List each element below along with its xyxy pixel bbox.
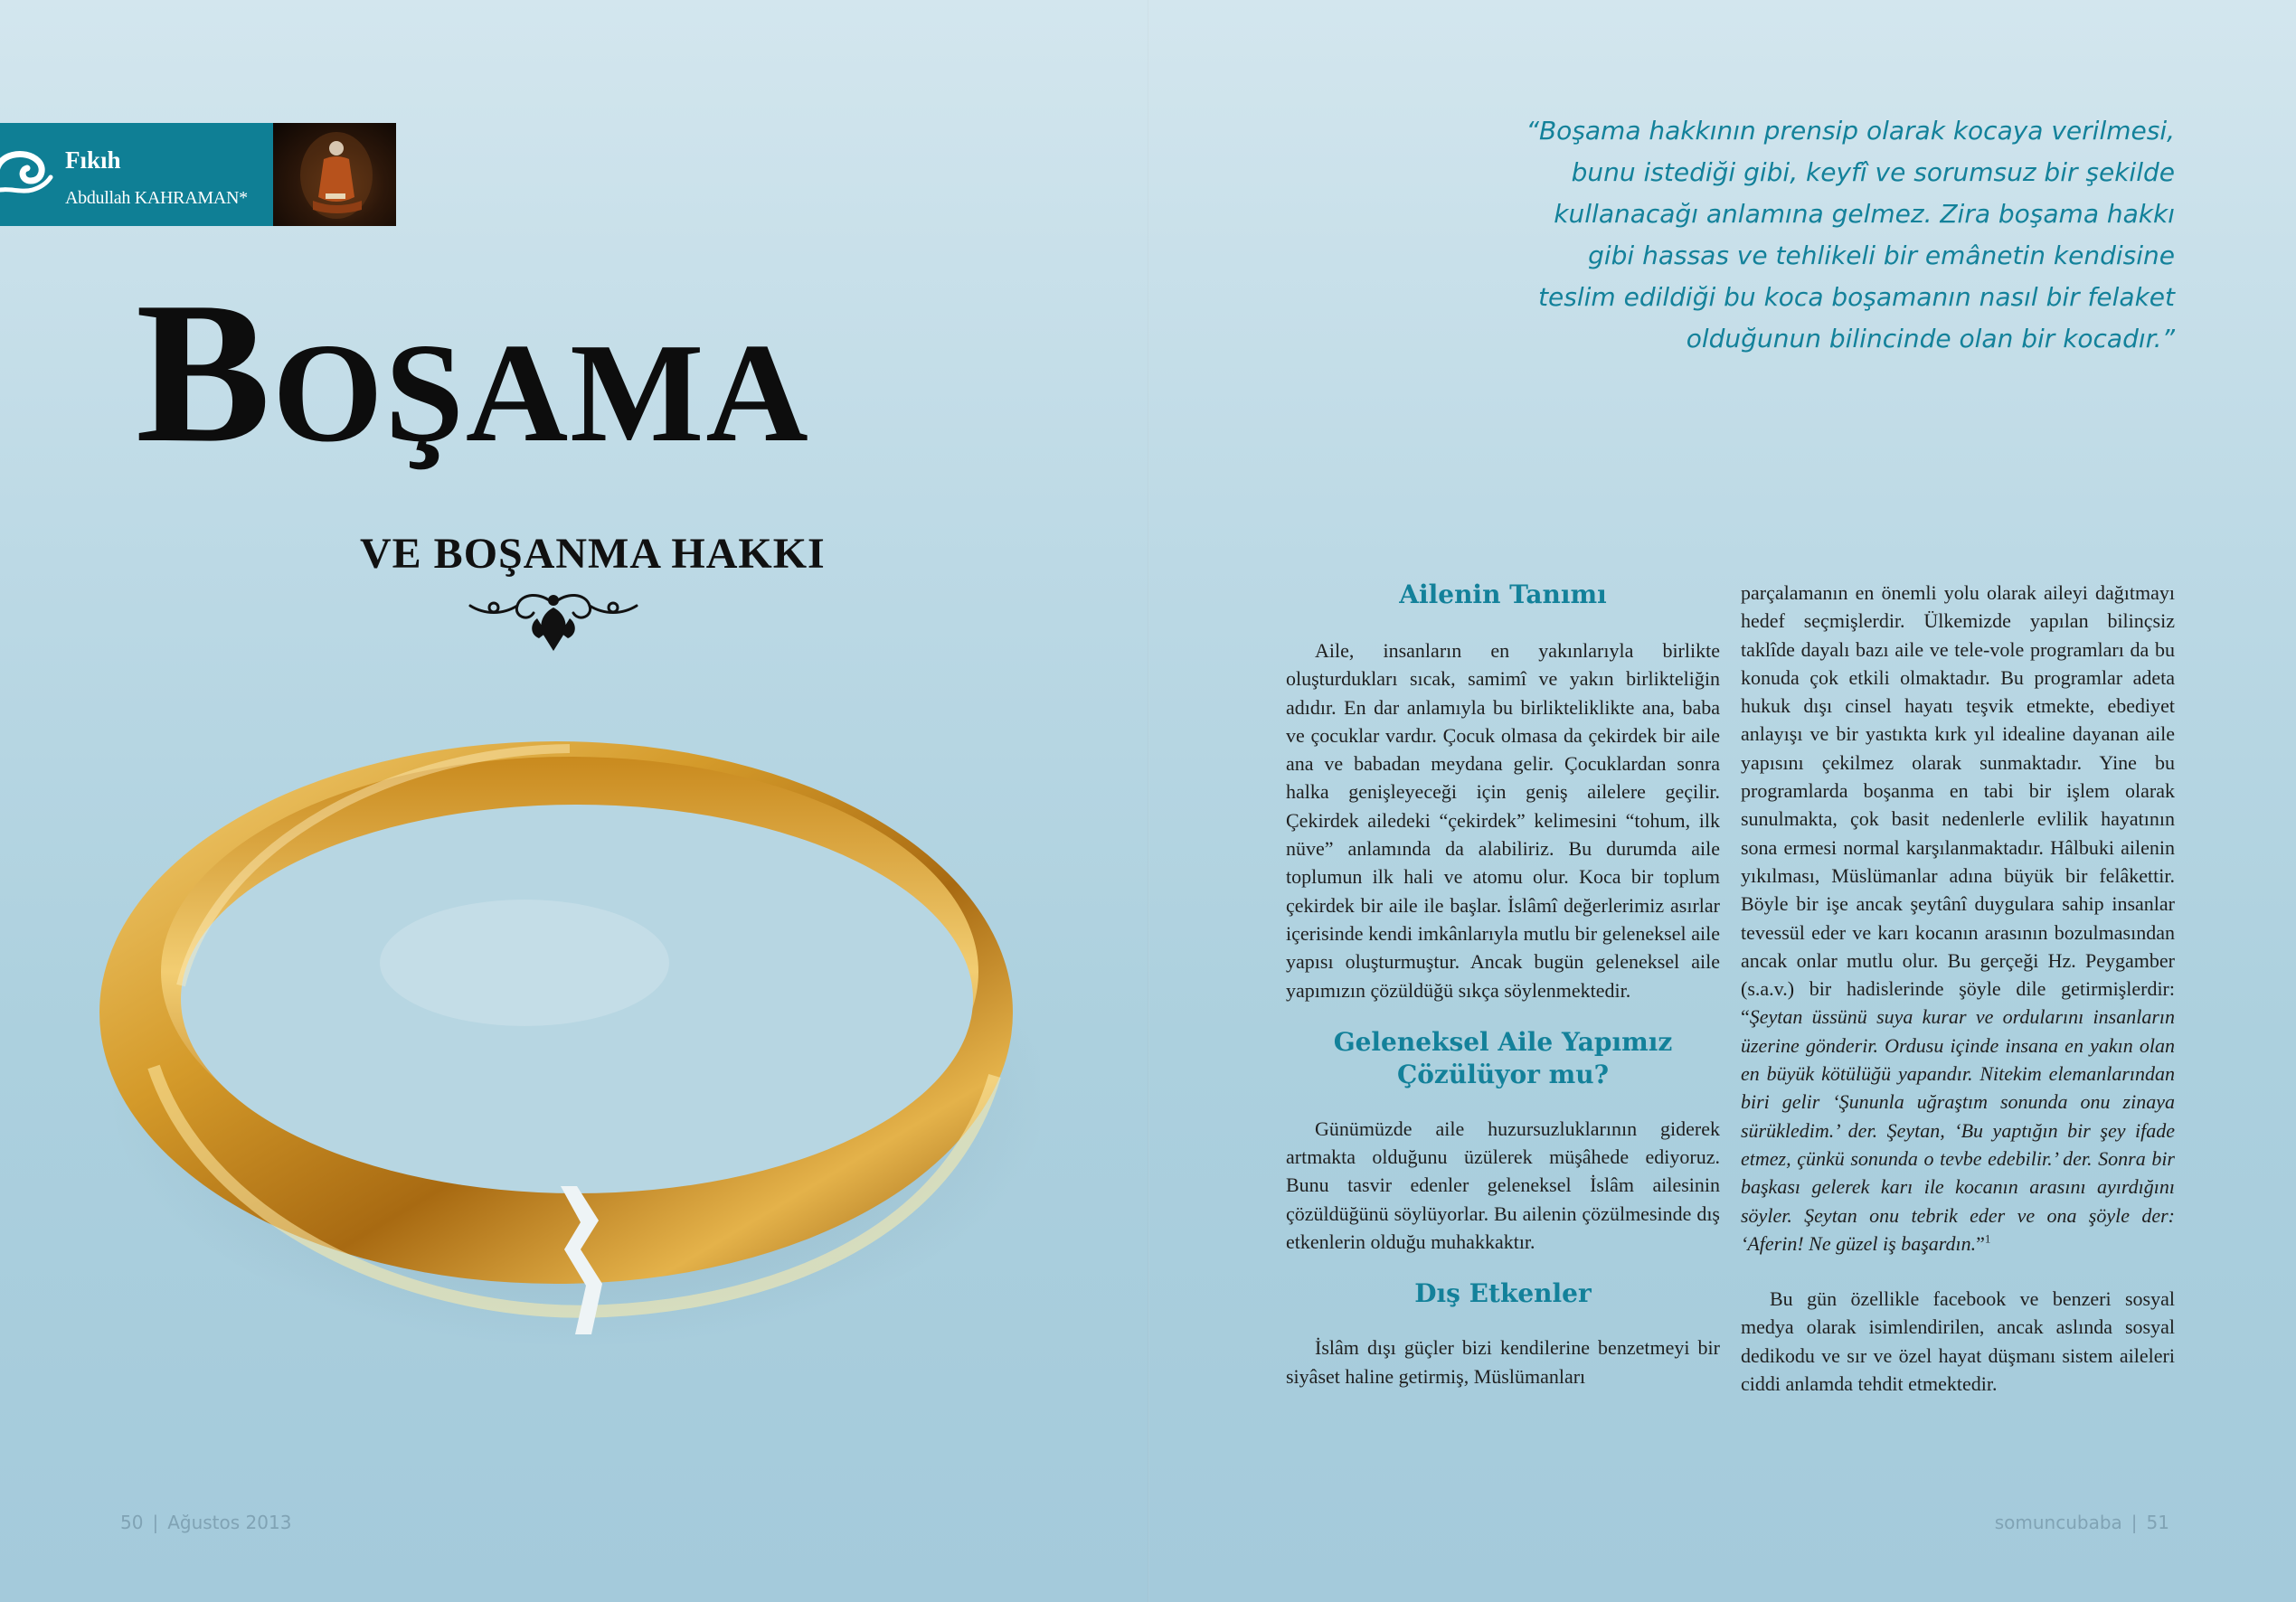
heading-geleneksel-aile: Geleneksel Aile Yapımız Çözülüyor mu? xyxy=(1333,1026,1673,1089)
fleuron-ornament-icon xyxy=(463,588,644,653)
paragraph-3: İslâm dışı güçler bizi kendilerine benzetmeyi bir siyâset haline getirmiş, Müslümanları xyxy=(1286,1336,1720,1388)
heading-ailenin-tanimi: Ailenin Tanımı xyxy=(1399,580,1607,609)
section-name: Fıkıh xyxy=(65,146,121,174)
folio-right xyxy=(1995,1512,2169,1533)
article-column-2 xyxy=(1741,579,2175,1398)
hadith-quote: Şeytan üssünü suya kurar ve ordularını insanların üzerine gönderir. Ordusu içinde insana en yakın olan en büyük kötülüğü yapandır. Nitekim elemanlarından biri gelir ‘Şununla uğraştım sonunda onu zinaya sürükledim.’ der. Şeytan, ‘Bu yaptığın bir şey ifade etmez, çünkü sonunda o tevbe edebilir.’ der. Sonra bir başkası gelerek karı ile kocanın arasını ayırdığını söyler. Şeytan onu tebrik eder ve ona şöyle der: ‘Aferin! Ne güzel iş başardın. xyxy=(1741,1005,2175,1255)
wave-flourish-icon xyxy=(0,141,54,206)
hadith-close-quote: ” xyxy=(1976,1231,1985,1255)
article-column-1 xyxy=(1286,579,1720,1390)
folio-separator: | xyxy=(2131,1512,2138,1533)
footnote-ref: 1 xyxy=(1984,1231,1991,1246)
article-subtitle: VE BOŞANMA HAKKI xyxy=(360,530,826,578)
folio-left xyxy=(120,1512,291,1533)
paragraph-2: Günümüzde aile huzursuzluklarının giderek artmakta olduğunu üzülerek müşâhede ediyoruz. Bunu tasvir edenler geleneksel İslâm ailesinin çözüldüğünü söylüyorlar. Bu ailenin çözülmesinde dış etkenlerin olduğu muhakkaktır. xyxy=(1286,1117,1720,1254)
page-fold xyxy=(1148,0,1149,1602)
paragraph-4-text: parçalamanın en önemli yolu olarak aileyi dağıtmayı hedef seçmişlerdir. Ülkemizde yapılan bilinçsiz taklîde dayalı bazı aile ve tele-vole programları da bu konuda çok etkili olmaktadır. Bu programlar adeta hukuk dışı cinsel hayatı teşvik etmekte, ebediyet anlayışı ve bir yastıkta kırk yıl idealine dayanan aile yapısını çekilmez olarak sunmaktadır. Yine bu programlarda boşanma en tabi bir işlem olarak sunulmakta, çok basit nedenlerle evlilik hayatının sona ermesi normal karşılanmaktadır. Hâlbuki ailenin yıkılması, Müslümanlar adına büyük bir felâkettir. Böyle bir işe ancak şeytânî duygulara sahip insanlar tevessül eder ve karı kocanın arasının bozulmasından ancak onlar mutlu olur. Bu gerçeği Hz. Peygamber (s.a.v.) bir hadislerinde şöyle dile getirmişlerdir: “ xyxy=(1741,581,2175,1029)
section-tab xyxy=(0,123,273,226)
magazine-name: somuncubaba xyxy=(1994,1512,2122,1533)
issue-date: Ağustos 2013 xyxy=(167,1512,292,1533)
praying-man-photo xyxy=(273,123,396,226)
paragraph-5: Bu gün özellikle facebook ve benzeri sosyal medya olarak isimlendirilen, ancak aslında sosyal dedikodu ve sır ve özel hayat düşmanı sistem aileleri ciddi anlamda tehdit etmektedir. xyxy=(1741,1287,2175,1396)
pull-quote: “Boşama hakkının prensip olarak kocaya verilmesi, bunu istediği gibi, keyfî ve sorumsuz bir şekilde kullanacağı anlamına gelmez. Zira boşama hakkı gibi hassas ve tehlikeli bir emânetin kendisine teslim edildiği bu koca boşamanın nasıl bir felaket olduğunun bilincinde olan bir kocadır.” xyxy=(1526,116,2175,353)
broken-gold-wedding-ring xyxy=(99,687,1040,1383)
author-name: Abdullah KAHRAMAN* xyxy=(65,188,248,208)
article-title: Boşama xyxy=(136,260,810,485)
folio-separator: | xyxy=(152,1512,159,1533)
page-number-right: 51 xyxy=(2146,1512,2169,1533)
heading-dis-etkenler: Dış Etkenler xyxy=(1414,1278,1592,1309)
paragraph-1: Aile, insanların en yakınlarıyla birlikte oluşturdukları sıcak, samimî ve yakın birlikteliğin adıdır. En dar anlamıyla bu birlikteliklikte ana, baba ve çocuklar vardır. Çocuk olmasa da çekirdek bir aile ana ve babadan meydana gelir. Çocuklardan sonra halka genişleyeceği için geniş ailelere geçilir. Çekirdek ailedeki “çekirdek” kelimesini “tohum, ilk nüve” anlamında da alabiliriz. Bu durumda aile toplumun ilk hali ve atomu olur. Koca bir toplum çekirdek bir aile ile başlar. İslâmî değerlerimiz asırlar içerisinde kendi imkânlarıyla mutlu bir geleneksel aile yapısı oluşturmuştur. Ancak bugün geleneksel aile yapımızın çözüldüğü sıkça söylenmektedir. xyxy=(1286,639,1720,1002)
page-number-left: 50 xyxy=(120,1512,144,1533)
paragraph-4 xyxy=(1741,579,2175,1258)
